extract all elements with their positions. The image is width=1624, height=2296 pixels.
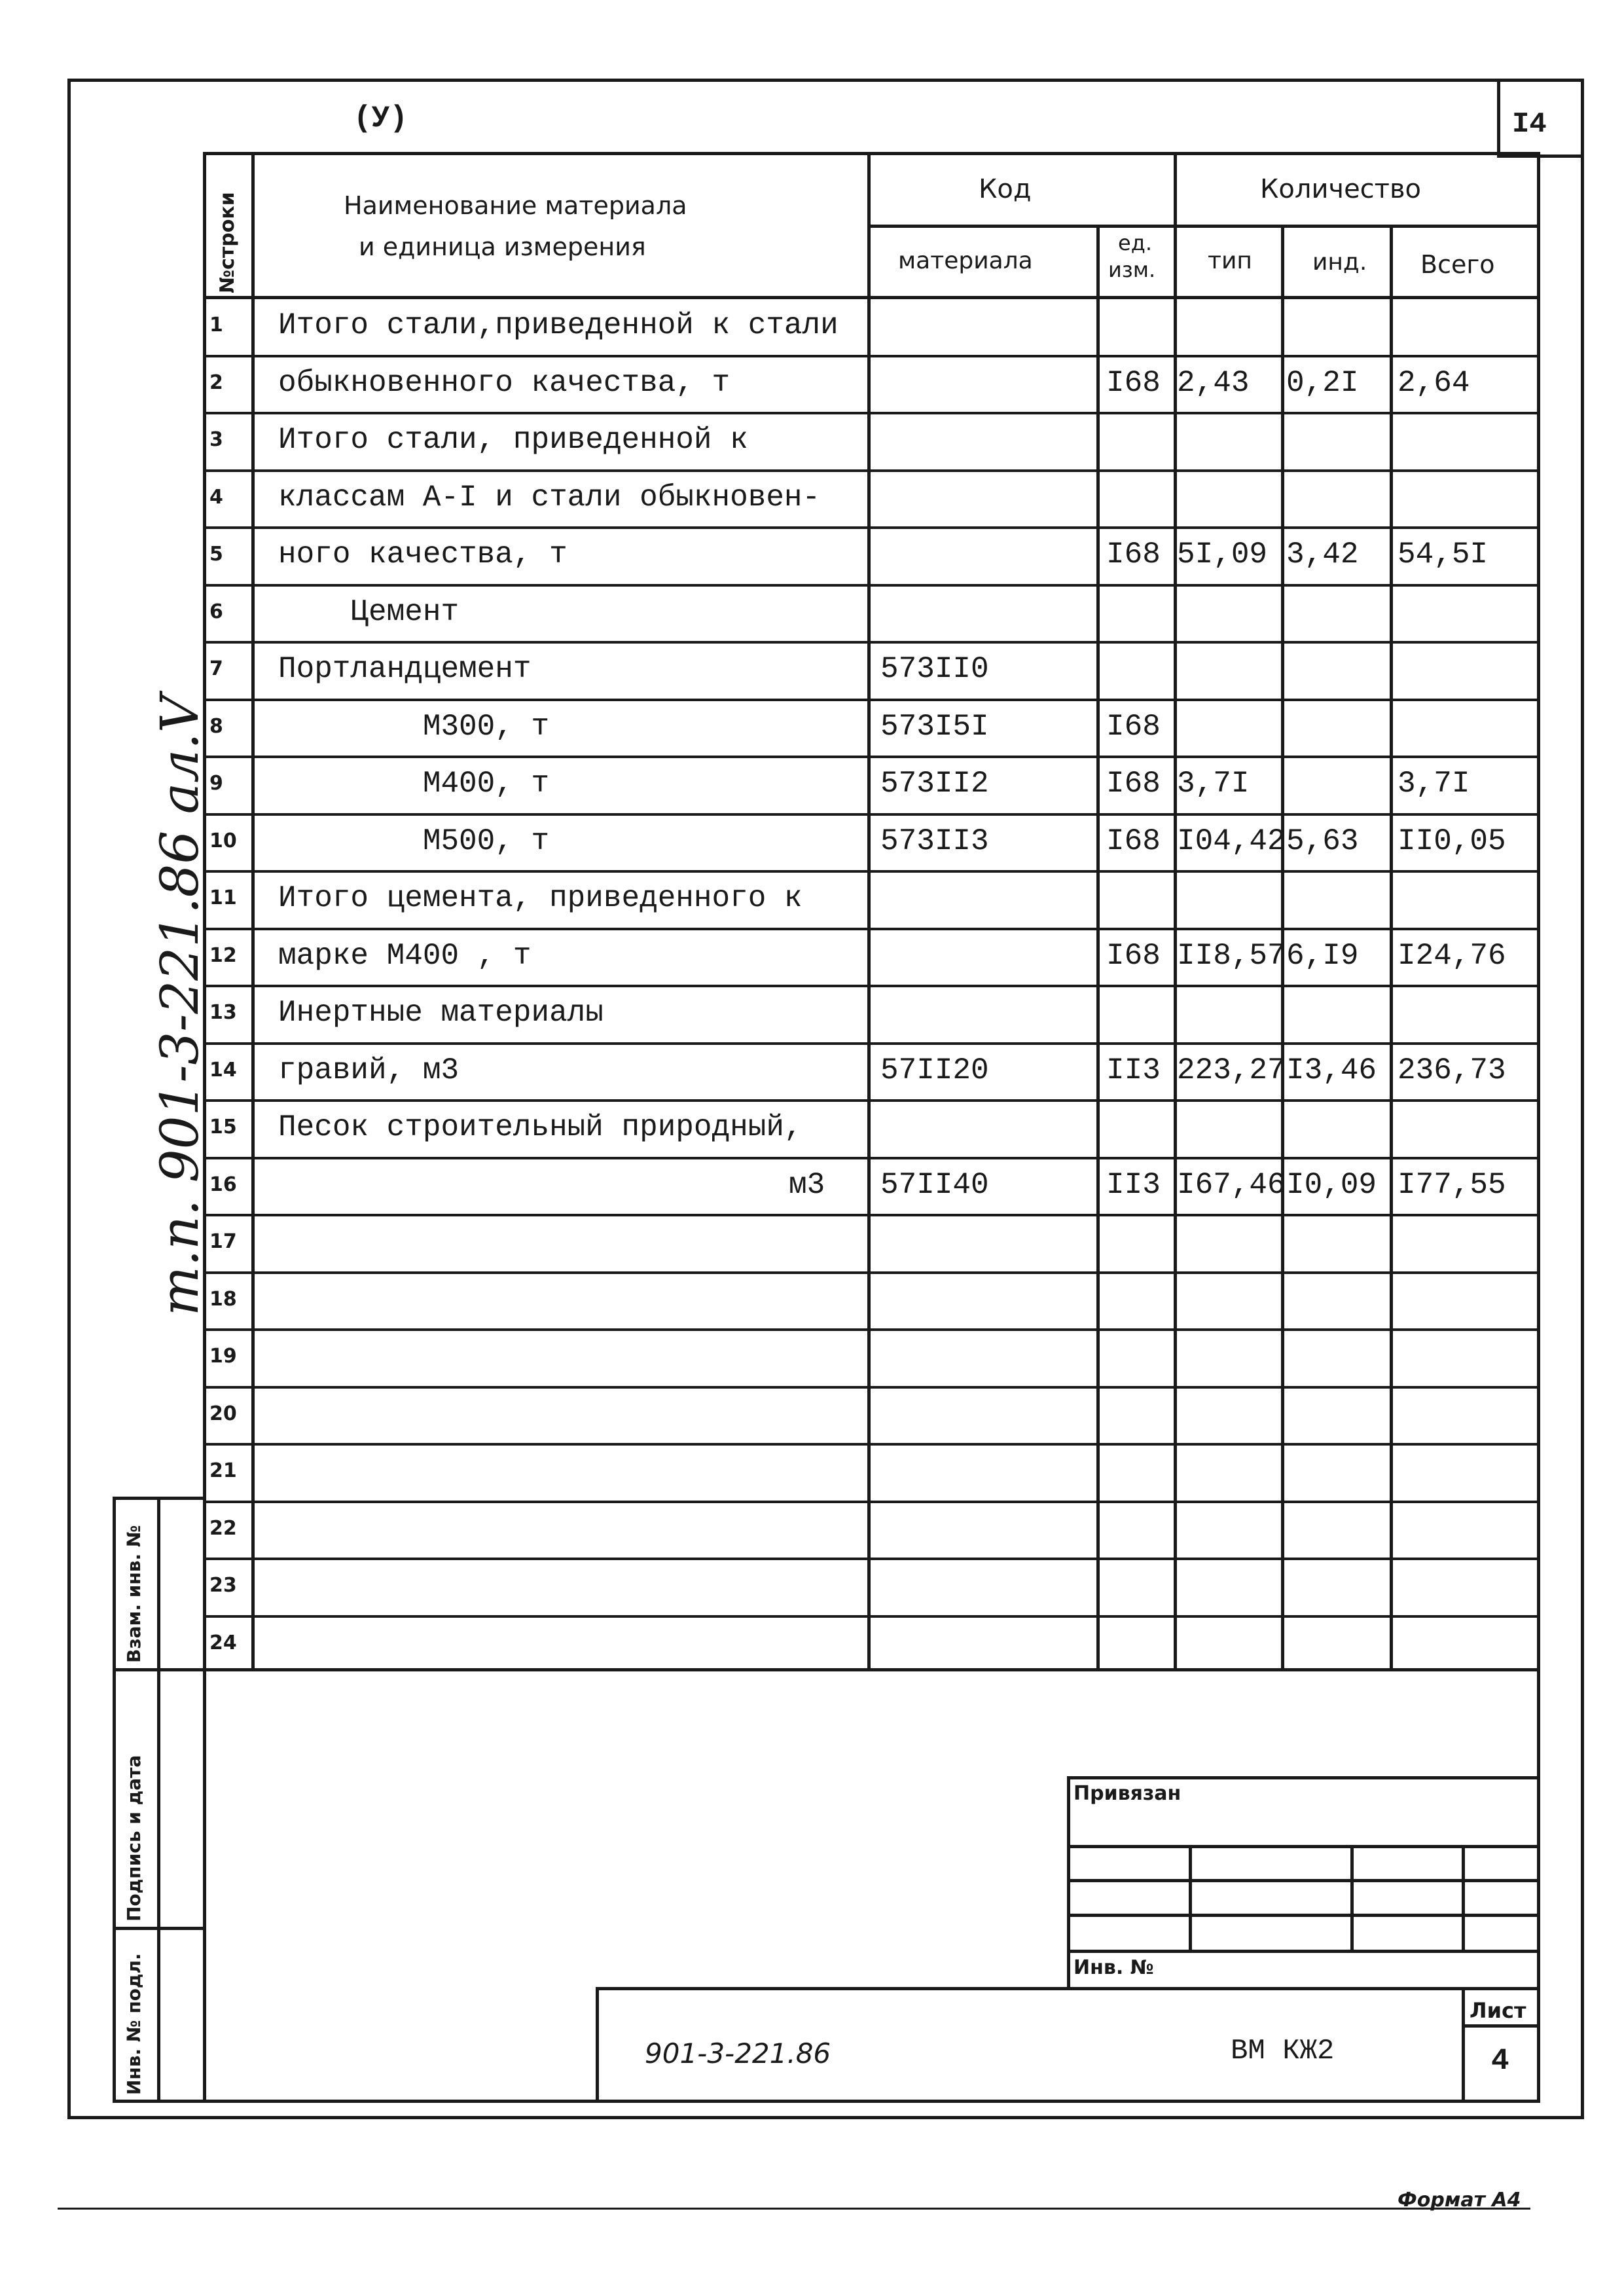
header-rownum: №строки	[216, 192, 239, 293]
cell-name: Инертные материалы	[278, 996, 604, 1030]
row-separator	[205, 584, 1540, 587]
title-block-left	[596, 1987, 599, 2103]
cell-total: I77,55	[1398, 1167, 1506, 1202]
cell-n: 11	[209, 886, 237, 909]
cell-name: Итого цемента, приведенного к	[278, 881, 803, 915]
stamp-line-4	[113, 2100, 1540, 2103]
cell-code: 57II40	[880, 1167, 989, 1202]
row-separator	[205, 1443, 1540, 1446]
stamp-podpis-data: Подпись и дата	[123, 1755, 145, 1922]
cell-n: 23	[209, 1574, 237, 1597]
cell-n: 22	[209, 1516, 237, 1540]
cell-n: 12	[209, 943, 237, 967]
cell-name: М300, т	[278, 709, 550, 744]
cell-n: 18	[209, 1287, 237, 1311]
cell-n: 3	[209, 428, 223, 451]
cell-typ: 5I,09	[1177, 538, 1268, 572]
list-number: 4	[1491, 2044, 1509, 2078]
header-q-typ: тип	[1208, 247, 1252, 274]
col-line-ind	[1390, 225, 1393, 1671]
cell-n: 13	[209, 1001, 237, 1024]
row-separator	[205, 1386, 1540, 1389]
list-label: Лист	[1470, 1998, 1526, 2023]
privyazan-col-1	[1189, 1845, 1192, 1951]
cell-n: 9	[209, 772, 223, 795]
cell-name: ного качества, т	[278, 538, 568, 572]
header-q-total: Всего	[1420, 250, 1495, 279]
cell-n: 14	[209, 1058, 237, 1082]
cell-name: Цемент	[278, 594, 460, 629]
list-box-left	[1462, 1987, 1465, 2103]
cell-n: 20	[209, 1402, 237, 1425]
cell-ind: 3,42	[1286, 538, 1359, 572]
row-separator	[205, 1099, 1540, 1102]
table-right-border	[1537, 152, 1540, 2103]
privyazan-row-4	[1069, 1950, 1540, 1953]
cell-unit: I68	[1106, 365, 1161, 400]
doc-mark: ВМ КЖ2	[1231, 2035, 1335, 2068]
cell-name: М400, т	[278, 767, 550, 801]
cell-typ: I67,46	[1177, 1167, 1286, 1202]
cell-name: м3	[789, 1167, 825, 1202]
title-block-top	[596, 1987, 1540, 1990]
cell-n: 5	[209, 543, 223, 566]
cell-ind: I3,46	[1286, 1053, 1377, 1087]
cell-n: 8	[209, 714, 223, 738]
row-separator	[205, 1157, 1540, 1159]
privyazan-left	[1067, 1776, 1070, 1989]
cell-typ: 3,7I	[1177, 767, 1250, 801]
stamp-vzam-inv: Взам. инв. №	[123, 1525, 145, 1663]
cell-total: 2,64	[1398, 365, 1470, 400]
header-q-ind: инд.	[1312, 249, 1367, 276]
row-separator	[205, 756, 1540, 758]
row-separator	[205, 1558, 1540, 1560]
header-name-line2: и единица измерения	[359, 232, 646, 261]
cell-n: 4	[209, 485, 223, 509]
header-code-material: материала	[898, 247, 1033, 274]
cell-unit: II3	[1106, 1053, 1161, 1087]
privyazan-top	[1069, 1776, 1540, 1779]
col-line-code	[1096, 225, 1100, 1671]
cell-unit: I68	[1106, 538, 1161, 572]
header-quantity: Количество	[1260, 174, 1422, 204]
bottom-format-line	[58, 2208, 1530, 2210]
cell-ind: 6,I9	[1286, 938, 1359, 973]
privyazan-row-3	[1069, 1914, 1540, 1917]
row-separator	[205, 1042, 1540, 1045]
row-separator	[205, 412, 1540, 414]
cell-name: гравий, м3	[278, 1053, 460, 1087]
cell-n: 1	[209, 314, 223, 337]
cell-unit: II3	[1106, 1167, 1161, 1202]
row-separator	[205, 699, 1540, 701]
cell-ind: 5,63	[1286, 824, 1359, 858]
header-unit-2: изм.	[1108, 257, 1156, 282]
row-separator	[205, 1214, 1540, 1216]
row-separator	[205, 1271, 1540, 1274]
header-name-line1: Наименование материала	[344, 191, 687, 220]
row-separator	[205, 641, 1540, 644]
row-separator	[205, 1328, 1540, 1331]
cell-n: 21	[209, 1459, 237, 1482]
sheet-number: I4	[1512, 108, 1547, 141]
doc-code: 901-3-221.86	[645, 2037, 831, 2069]
cell-name: Портландцемент	[278, 652, 532, 686]
cell-code: 573II3	[880, 824, 989, 858]
cell-unit: I68	[1106, 709, 1161, 744]
stamp-left-border	[113, 1497, 116, 2103]
row-separator	[205, 355, 1540, 357]
cell-typ: II8,57	[1177, 938, 1286, 973]
sheet-number-divider	[1497, 79, 1500, 156]
cell-n: 10	[209, 829, 237, 852]
cell-name: марке М400 , т	[278, 938, 532, 973]
header-bottom	[205, 296, 1540, 299]
privyazan-col-2	[1350, 1845, 1354, 1951]
row-separator	[205, 870, 1540, 873]
cell-n: 6	[209, 600, 223, 623]
inv-no-label: Инв. №	[1074, 1956, 1154, 1979]
row-separator	[205, 469, 1540, 472]
cell-code: 573II0	[880, 652, 989, 686]
cell-n: 24	[209, 1631, 237, 1654]
cell-code: 573II2	[880, 767, 989, 801]
cell-name: Итого стали,приведенной к стали	[278, 308, 839, 342]
cell-name: Песок строительный природный,	[278, 1110, 803, 1144]
stamp-inv-podl: Инв. № подл.	[123, 1953, 145, 2095]
privyazan-col-3	[1462, 1845, 1465, 1951]
cell-ind: 0,2I	[1286, 365, 1359, 400]
table-top-border	[205, 152, 1540, 155]
handwritten-designation: т.п. 901-3-221.86 ал.V	[149, 695, 210, 1316]
cell-name: Итого стали, приведенной к	[278, 423, 748, 457]
cell-code: 573I5I	[880, 709, 989, 744]
header-unit-1: ед.	[1118, 230, 1152, 255]
cell-n: 7	[209, 657, 223, 680]
cell-n: 19	[209, 1345, 237, 1368]
cell-ind: I0,09	[1286, 1167, 1377, 1202]
row-separator	[205, 928, 1540, 930]
cell-unit: I68	[1106, 767, 1161, 801]
row-separator	[205, 813, 1540, 816]
cell-n: 16	[209, 1173, 237, 1196]
privyazan-row-2	[1069, 1879, 1540, 1882]
cell-name: классам А-I и стали обыкновен-	[278, 480, 821, 515]
stamp-inner-border	[157, 1497, 160, 2103]
cell-total: I24,76	[1398, 938, 1506, 973]
header-subline	[867, 225, 1538, 228]
cell-typ: 2,43	[1177, 365, 1250, 400]
cell-n: 15	[209, 1116, 237, 1139]
format-label: Формат А4	[1398, 2189, 1521, 2212]
cell-n: 17	[209, 1230, 237, 1253]
privyazan-row-1	[1069, 1845, 1540, 1848]
header-code: Код	[979, 174, 1032, 204]
row-separator	[205, 1501, 1540, 1503]
cell-total: 3,7I	[1398, 767, 1470, 801]
cell-name: обыкновенного качества, т	[278, 365, 731, 400]
cell-typ: I04,42	[1177, 824, 1286, 858]
row-separator	[205, 1615, 1540, 1618]
cell-code: 57II20	[880, 1053, 989, 1087]
privyazan-label: Привязан	[1074, 1782, 1182, 1805]
cell-unit: I68	[1106, 824, 1161, 858]
sheet-mark: (У)	[353, 101, 408, 136]
cell-name: М500, т	[278, 824, 550, 858]
table-bottom-border	[205, 1668, 1540, 1671]
cell-n: 2	[209, 371, 223, 394]
cell-total: 236,73	[1398, 1053, 1506, 1087]
row-separator	[205, 985, 1540, 987]
cell-typ: 223,27	[1177, 1053, 1286, 1087]
row-separator	[205, 526, 1540, 529]
cell-total: 54,5I	[1398, 538, 1489, 572]
cell-total: II0,05	[1398, 824, 1506, 858]
list-box-divider	[1462, 2024, 1540, 2028]
cell-unit: I68	[1106, 938, 1161, 973]
